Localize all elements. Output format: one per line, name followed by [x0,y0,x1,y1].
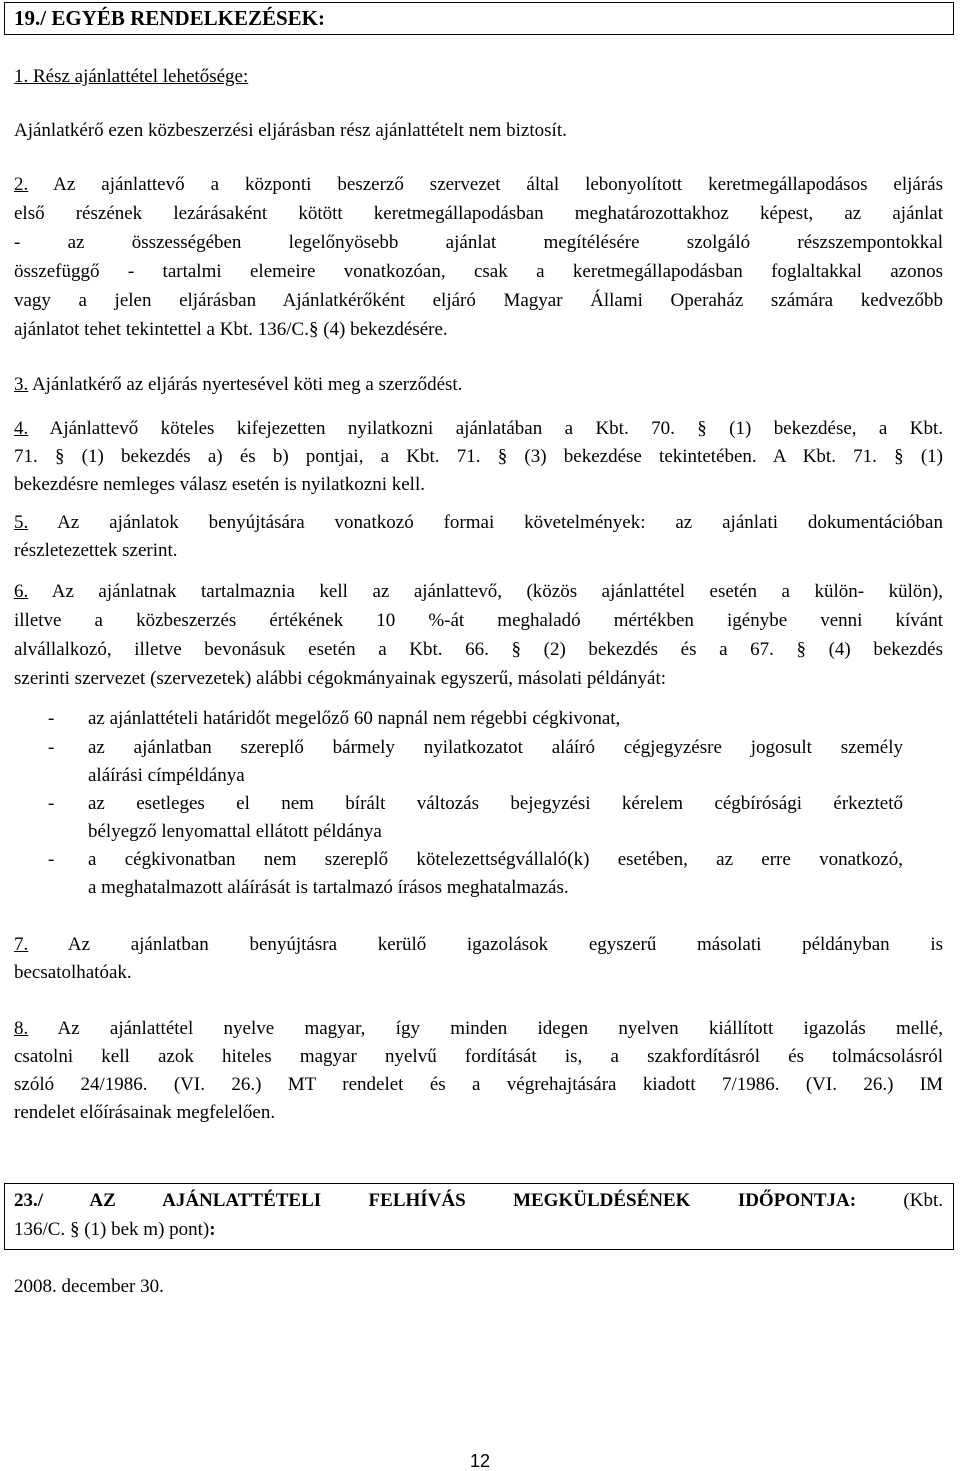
p6-line-2: illetve a közbeszerzés értékének 10 %-át meghaladó mértékben igénybe venni kívánt [14,610,943,631]
section-23-heading-line-2 [14,1219,216,1241]
list-item: a cégkivonatban nem szereplő kötelezettségvállaló(k) esetében, az erre vonatkozó, [88,849,903,870]
p7-line-2: becsatolhatóak. [14,962,132,983]
p5-line-1 [14,512,943,534]
section-23-heading-ref-cont: 136/C. § (1) bek m) pont) [14,1219,210,1240]
p2-line-1 [14,174,943,196]
list-dash: - [48,708,55,729]
list-item-cont: a meghatalmazott aláírását is tartalmazó írásos meghatalmazás. [88,877,569,898]
p2-line-4: összefüggő - tartalmi elemeire vonatkozóan, csak a keretmegállapodásban foglaltakkal azonos [14,261,943,282]
p4-line-3: bekezdésre nemleges válasz esetén is nyilatkozni kell. [14,474,425,495]
p6-line-1-text: Az ajánlatnak tartalmaznia kell az ajánlattevő, (közös ajánlattétel esetén a külön- külön), [28,581,943,602]
p2-line-3: - az összességében legelőnyösebb ajánlat megítélésére szolgáló részszempontokkal [14,232,943,253]
p2-line-5: vagy a jelen eljárásban Ajánlatkérőként eljáró Magyar Állami Operaház számára kedvezőbb [14,290,943,311]
section-23-heading-line-1 [14,1190,943,1212]
p4-number: 4. [14,418,29,439]
list-item: az ajánlatban szereplő bármely nyilatkozatot aláíró cégjegyzésre jogosult személy [88,737,903,758]
p8-line-1 [14,1018,943,1040]
list-item: az esetleges el nem bírált változás bejegyzési kérelem cégbírósági érkeztető [88,793,903,814]
p5-line-1-text: Az ajánlatok benyújtására vonatkozó formai követelmények: az ajánlati dokumentációban [28,512,943,533]
p4-line-1 [14,418,943,440]
p7-line-1 [14,934,943,956]
p6-line-3: alvállalkozó, illetve bevonásuk esetén a Kbt. 66. § (2) bekezdés és a 67. § (4) bekezdés [14,639,943,660]
page-number: 12 [469,1451,491,1471]
section-19-heading: 19./ EGYÉB RENDELKEZÉSEK: [14,6,325,30]
p2-number: 2. [14,174,29,195]
p6-line-1 [14,581,943,603]
p7-line-1-text: Az ajánlatban benyújtásra kerülő igazolások egyszerű másolati példányban is [28,934,943,955]
p7-number: 7. [14,934,29,955]
p6-number: 6. [14,581,29,602]
p3-text: Ajánlatkérő az eljárás nyertesével köti meg a szerződést. [28,374,463,395]
p2-line-1-text: Az ajánlattevő a központi beszerző szervezet által lebonyolított keretmegállapodásos eljárás [53,174,943,195]
p5-line-2: részletezettek szerint. [14,540,178,561]
p8-line-3: szóló 24/1986. (VI. 26.) MT rendelet és a végrehajtására kiadott 7/1986. (VI. 26.) IM [14,1074,943,1095]
list-dash: - [48,793,55,814]
p1-text: Ajánlatkérő ezen közbeszerzési eljárásban rész ajánlattételt nem biztosít. [14,120,567,141]
p1-title: 1. Rész ajánlattétel lehetősége: [14,66,249,87]
section-23-heading-ref: (Kbt. [856,1190,944,1211]
p6-line-4: szerinti szervezet (szervezetek) alábbi cégokmányainak egyszerű, másolati példányát: [14,668,667,689]
p8-line-4: rendelet előírásainak megfelelően. [14,1102,276,1123]
p3-line [14,374,462,396]
section-23-colon: : [209,1219,216,1240]
p3-number: 3. [14,374,29,395]
list-item-cont: aláírási címpéldánya [88,765,245,786]
p2-line-6: ajánlatot tehet tekintettel a Kbt. 136/C.§ (4) bekezdésére. [14,319,448,340]
section-23-date: 2008. december 30. [14,1276,164,1297]
list-item: az ajánlattételi határidőt megelőző 60 napnál nem régebbi cégkivonat, [88,708,621,729]
list-dash: - [48,737,55,758]
p4-line-2: 71. § (1) bekezdés a) és b) pontjai, a Kbt. 71. § (3) bekezdése tekintetében. A Kbt. 71. § (1) [14,446,943,467]
p4-line-1-text: Ajánlattevő köteles kifejezetten nyilatkozni ajánlatában a Kbt. 70. § (1) bekezdése, a Kbt. [28,418,943,439]
p8-number: 8. [14,1018,29,1039]
p8-line-2: csatolni kell azok hiteles magyar nyelvű fordítását is, a szakfordításról és tolmácsolásról [14,1046,943,1067]
section-23-heading: 23./ AZ AJÁNLATTÉTELI FELHÍVÁS MEGKÜLDÉSÉNEK IDŐPONTJA: [14,1190,857,1211]
list-item-cont: bélyegző lenyomattal ellátott példánya [88,821,382,842]
p8-line-1-text: Az ajánlattétel nyelve magyar, így minden idegen nyelven kiállított igazolás mellé, [28,1018,943,1039]
list-dash: - [48,849,55,870]
p5-number: 5. [14,512,29,533]
p2-line-2: első részének lezárásaként kötött keretmegállapodásban meghatározottakhoz képest, az ajánlat [14,203,943,224]
